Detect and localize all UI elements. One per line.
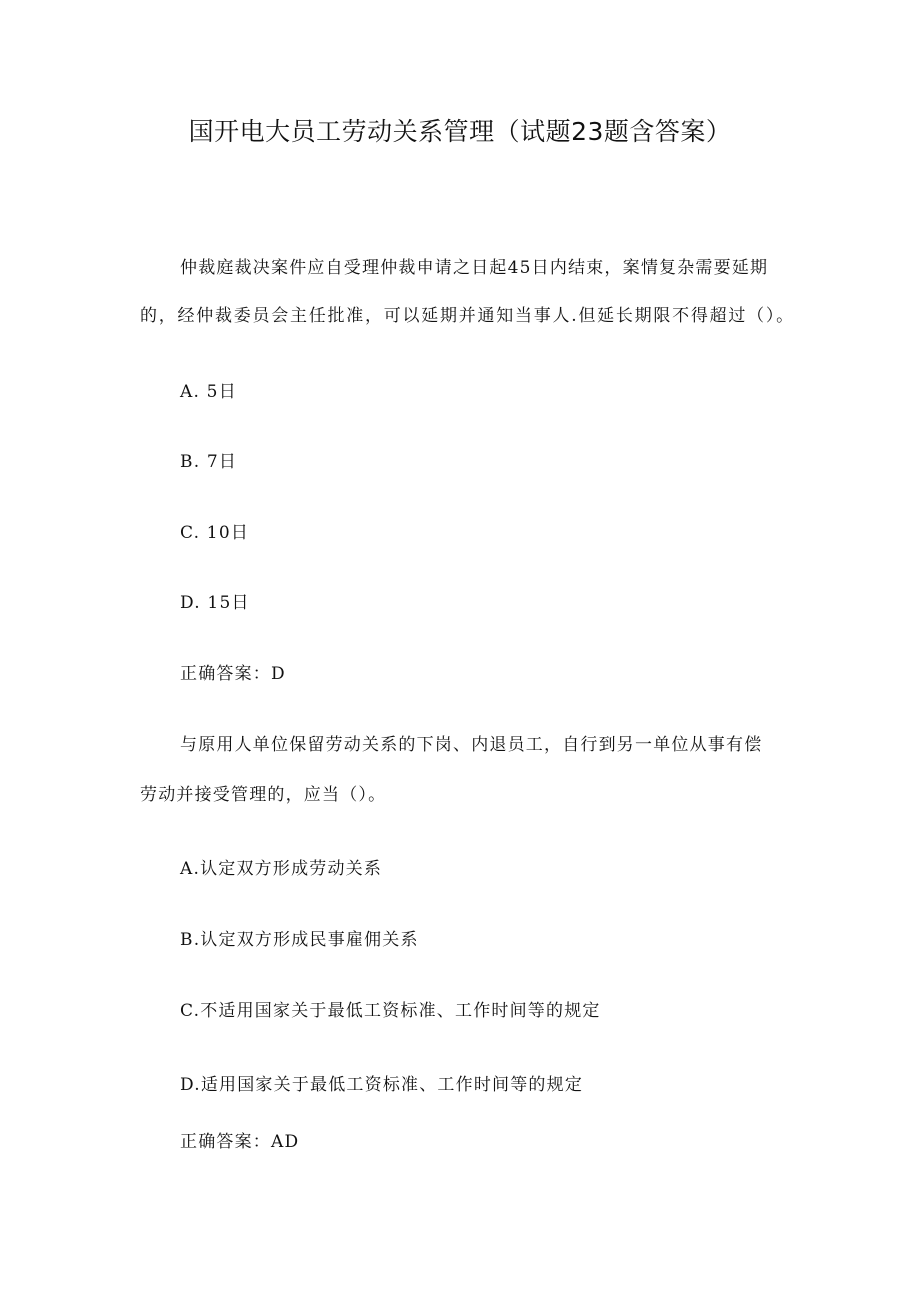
question-2-option-d: D.适用国家关于最低工资标准、工作时间等的规定 — [180, 1075, 584, 1095]
question-2-option-a: A.认定双方形成劳动关系 — [180, 859, 383, 879]
question-1-option-c: C. 10日 — [180, 523, 250, 543]
document-title: 国开电大员工劳动关系管理（试题23题含答案） — [188, 117, 732, 146]
question-1-option-d: D. 15日 — [180, 593, 250, 613]
question-2-answer: 正确答案：AD — [180, 1132, 300, 1152]
question-2-option-c: C.不适用国家关于最低工资标准、工作时间等的规定 — [180, 1001, 601, 1021]
question-1-option-a: A. 5日 — [180, 382, 237, 402]
question-1-stem-line-1: 仲裁庭裁决案件应自受理仲裁申请之日起45日内结束，案情复杂需要延期 — [180, 258, 769, 278]
question-1-answer: 正确答案：D — [180, 664, 286, 684]
question-2-stem-line-2: 劳动并接受管理的，应当（）。 — [140, 785, 387, 805]
question-2-stem-line-1: 与原用人单位保留劳动关系的下岗、内退员工，自行到另一单位从事有偿 — [180, 735, 763, 755]
question-1-option-b: B. 7日 — [180, 452, 238, 472]
question-2-option-b: B.认定双方形成民事雇佣关系 — [180, 930, 419, 950]
question-1-stem-line-2: 的，经仲裁委员会主任批准，可以延期并通知当事人.但延长期限不得超过（）。 — [140, 306, 795, 326]
